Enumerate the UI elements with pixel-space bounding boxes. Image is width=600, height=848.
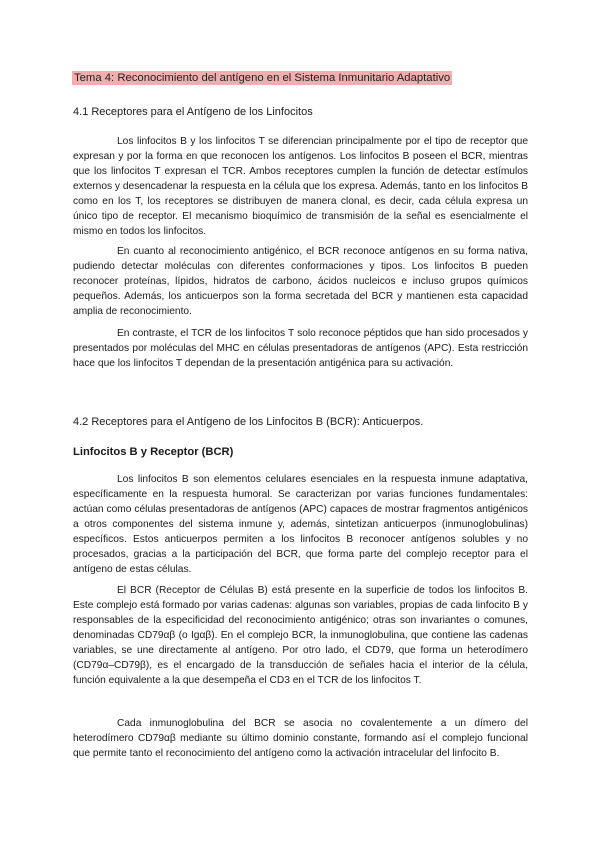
section-4-2-paragraph-2 (73, 583, 528, 688)
section-4-1-paragraph-2 (73, 244, 528, 319)
section-4-1-paragraph-3 (73, 326, 528, 371)
page-title: Tema 4: Reconocimiento del antígeno en el Sistema Inmunitario Adaptativo (74, 72, 451, 84)
section-4-2-paragraph-1 (73, 472, 528, 577)
paragraph: El BCR (Receptor de Células B) está presente en la superficie de todos los linfocitos B. Este complejo está formado por varias cadenas: algunas son variables, propias de cada linfocito B y responsables de la especificidad del reconocimiento antigénico; otras son invariantes o comunes, denominadas CD79αβ (o Igαβ). En el complejo BCR, la inmunoglobulina, que contiene las cadenas variables, se une directamente al antígeno. Por otro lado, el CD79, que forma un heterodímero (CD79α–CD79β), es el encargado de la transducción de señales hacia el interior de la célula, función equivalente a la que desempeña el CD3 en el TCR de los linfocitos T. (73, 585, 528, 686)
section-4-2-paragraph-3 (73, 716, 528, 761)
paragraph: En contraste, el TCR de los linfocitos T solo reconoce péptidos que han sido procesados y presentados por moléculas del MHC en células presentadoras de antígenos (APC). Esta restricción hace que los linfocitos T dependan de la presentación antigénica para su activación. (73, 328, 528, 369)
section-4-1-paragraph-1 (73, 134, 528, 239)
paragraph: En cuanto al reconocimiento antigénico, el BCR reconoce antígenos en su forma nativa, pudiendo detectar moléculas con diferentes conformaciones y tipos. Los linfocitos B pueden reconocer proteínas, lípidos, hidratos de carbono, ácidos nucleicos e incluso grupos químicos pequeños. Además, los anticuerpos son la forma secretada del BCR y mantienen esta capacidad amplia de reconocimiento. (73, 246, 528, 317)
section-4-1-heading: 4.1 Receptores para el Antígeno de los Linfocitos (73, 106, 313, 118)
paragraph: Los linfocitos B son elementos celulares esenciales en la respuesta inmune adaptativa, específicamente en la respuesta humoral. Se caracterizan por varias funciones fundamentales: actúan como células presentadoras de antígenos (APC) capaces de mostrar fragmentos antigénicos a otros componentes del sistema inmune y, además, sintetizan anticuerpos (inmunoglobulinas) específicos. Estos anticuerpos permiten a los linfocitos B reconocer antígenos solubles y no procesados, gracias a la participación del BCR, que forma parte del complejo receptor para el antígeno de estas células. (73, 474, 528, 575)
section-4-2-subheading: Linfocitos B y Receptor (BCR) (73, 446, 234, 458)
paragraph: Cada inmunoglobulina del BCR se asocia no covalentemente a un dímero del heterodímero CD79αβ mediante su último dominio constante, formando así el complejo funcional que permite tanto el reconocimiento del antígeno como la activación intracelular del linfocito B. (73, 718, 528, 759)
section-4-2-heading: 4.2 Receptores para el Antígeno de los Linfocitos B (BCR): Anticuerpos. (73, 416, 424, 428)
paragraph: Los linfocitos B y los linfocitos T se diferencian principalmente por el tipo de receptor que expresan y por la forma en que reconocen los antígenos. Los linfocitos B poseen el BCR, mientras que los linfocitos T expresan el TCR. Ambos receptores cumplen la función de detectar estímulos externos y desencadenar la respuesta en la célula que los expresa. Además, tanto en los linfocitos B como en los T, los receptores se distribuyen de manera clonal, es decir, cada célula expresa un único tipo de receptor. El mecanismo bioquímico de transmisión de la señal es esencialmente el mismo en todos los linfocitos. (73, 136, 528, 237)
